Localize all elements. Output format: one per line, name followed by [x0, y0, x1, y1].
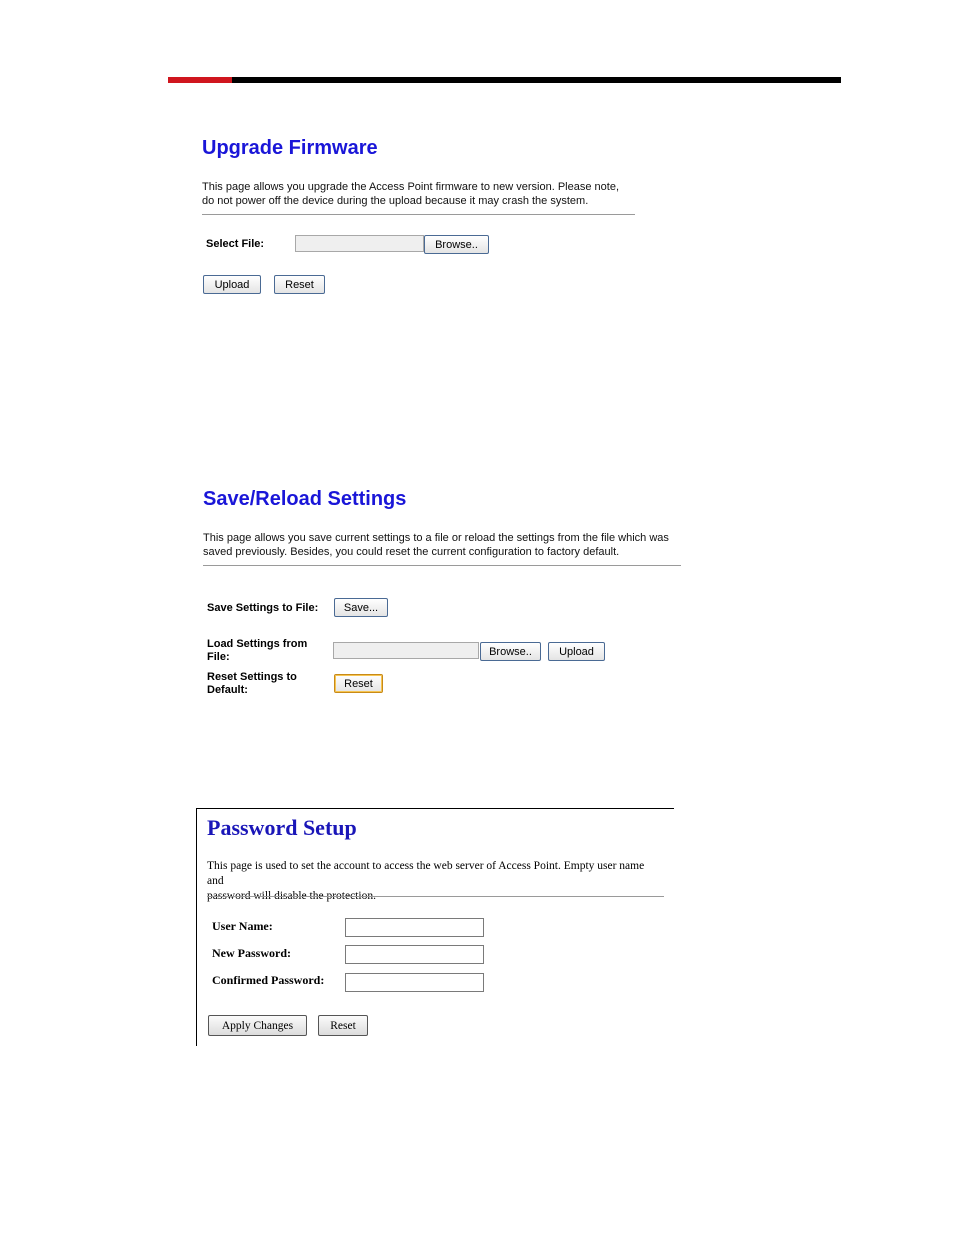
password-desc-line2: password will disable the protection. [207, 890, 376, 902]
load-settings-label [207, 638, 307, 664]
header-bar-red [168, 77, 232, 83]
save-reload-title: Save/Reload Settings [203, 488, 407, 510]
upgrade-firmware-description [202, 180, 642, 208]
reset-default-button[interactable]: Reset [334, 674, 383, 693]
confirmed-password-input[interactable] [345, 973, 484, 992]
load-label-line1: Load Settings from [207, 638, 308, 650]
reset-label-line2: Default: [207, 684, 248, 696]
firmware-upload-button[interactable]: Upload [203, 275, 261, 294]
user-name-input[interactable] [345, 918, 484, 937]
password-frame-top-border [196, 808, 674, 809]
password-divider [207, 896, 664, 897]
password-desc-line1: This page is used to set the account to access the web server of Access Point. Empty user name and [207, 860, 645, 887]
user-name-label: User Name: [212, 919, 273, 933]
firmware-reset-button[interactable]: Reset [274, 275, 325, 294]
password-setup-title: Password Setup [207, 815, 357, 840]
save-reload-description [203, 531, 693, 559]
confirmed-password-label: Confirmed Password: [212, 973, 325, 987]
new-password-input[interactable] [345, 945, 484, 964]
save-settings-label: Save Settings to File: [207, 602, 319, 614]
reset-default-label [207, 671, 297, 697]
firmware-browse-button[interactable]: Browse.. [424, 235, 489, 254]
load-label-line2: File: [207, 651, 230, 663]
save-reload-desc-line1: This page allows you save current settings to a file or reload the settings from the file which was [203, 532, 669, 544]
upgrade-desc-line2: do not power off the device during the upload because it may crash the system. [202, 195, 589, 207]
save-reload-divider [203, 565, 681, 566]
upgrade-firmware-title: Upgrade Firmware [202, 137, 378, 159]
settings-upload-button[interactable]: Upload [548, 642, 605, 661]
settings-browse-button[interactable]: Browse.. [480, 642, 541, 661]
settings-file-input[interactable] [333, 642, 479, 659]
save-settings-button[interactable]: Save... [334, 598, 388, 617]
reset-label-line1: Reset Settings to [207, 671, 297, 683]
save-reload-desc-line2: saved previously. Besides, you could reset the current configuration to factory default. [203, 546, 620, 558]
upgrade-divider [202, 214, 635, 215]
new-password-label: New Password: [212, 946, 291, 960]
password-reset-button[interactable]: Reset [318, 1015, 368, 1036]
password-setup-description [207, 859, 663, 904]
upgrade-desc-line1: This page allows you upgrade the Access Point firmware to new version. Please note, [202, 181, 620, 193]
select-file-label: Select File: [206, 238, 265, 250]
apply-changes-button[interactable]: Apply Changes [208, 1015, 307, 1036]
firmware-file-input[interactable] [295, 235, 424, 252]
password-frame-left-border [196, 808, 197, 1046]
header-bar-black [232, 77, 841, 83]
